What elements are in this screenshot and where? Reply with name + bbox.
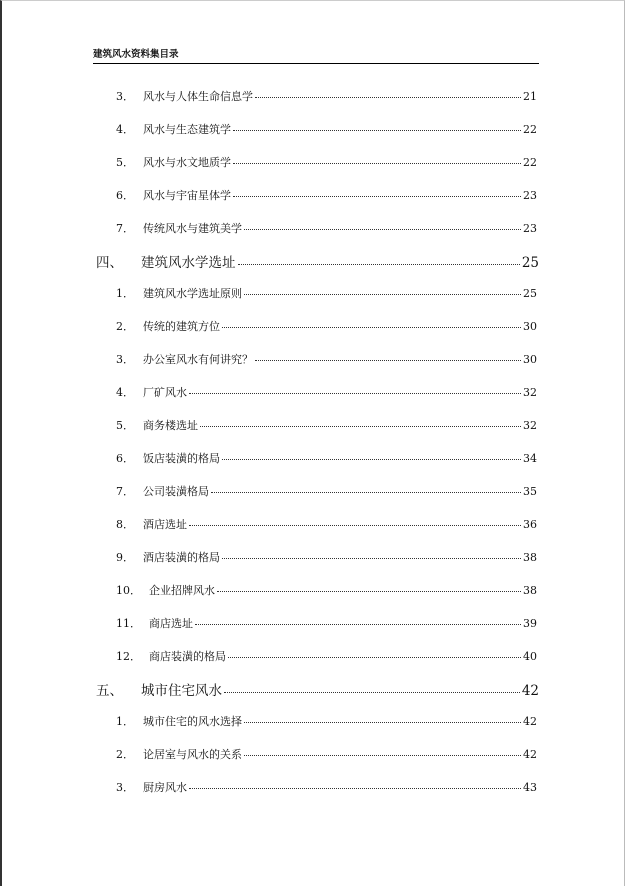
dot-leader bbox=[222, 551, 521, 559]
toc-entry[interactable] bbox=[116, 187, 537, 203]
entry-title: 商店选址 bbox=[149, 617, 193, 630]
dot-leader bbox=[224, 684, 520, 693]
dot-leader bbox=[222, 452, 521, 460]
toc-entry[interactable] bbox=[116, 450, 537, 466]
entry-number: 3． bbox=[116, 90, 134, 103]
toc-entry[interactable] bbox=[116, 746, 537, 762]
entry-number: 10． bbox=[116, 584, 141, 597]
toc-entry[interactable] bbox=[116, 121, 537, 137]
dot-leader bbox=[244, 287, 521, 295]
section-title: 城市住宅风水 bbox=[141, 683, 222, 699]
dot-leader bbox=[255, 90, 521, 98]
page-number: 22 bbox=[523, 123, 537, 136]
entry-title: 厨房风水 bbox=[143, 781, 187, 794]
entry-number: 1． bbox=[116, 287, 134, 300]
toc-entry[interactable] bbox=[116, 220, 537, 236]
entry-number: 6． bbox=[116, 452, 134, 465]
dot-leader bbox=[244, 748, 521, 756]
section-number: 五、 bbox=[96, 683, 123, 699]
page-number: 30 bbox=[523, 320, 537, 333]
entry-title: 城市住宅的风水选择 bbox=[143, 715, 242, 728]
page-number: 25 bbox=[523, 287, 537, 300]
page-number: 42 bbox=[521, 683, 539, 699]
dot-leader bbox=[189, 386, 521, 394]
entry-number: 7． bbox=[116, 222, 134, 235]
dot-leader bbox=[233, 189, 521, 197]
entry-number: 4． bbox=[116, 123, 134, 136]
toc-entry[interactable] bbox=[116, 516, 537, 532]
section-number: 四、 bbox=[96, 255, 123, 271]
page-number: 40 bbox=[523, 650, 537, 663]
entry-title: 建筑风水学选址原则 bbox=[143, 287, 242, 300]
entry-number: 2． bbox=[116, 320, 134, 333]
page-number: 39 bbox=[523, 617, 537, 630]
toc-entry[interactable] bbox=[116, 582, 537, 598]
toc-entry[interactable] bbox=[116, 483, 537, 499]
entry-number: 12． bbox=[116, 650, 141, 663]
page-number: 32 bbox=[523, 386, 537, 399]
dot-leader bbox=[244, 222, 521, 230]
page-number: 30 bbox=[523, 353, 537, 366]
entry-number: 8． bbox=[116, 518, 134, 531]
entry-title: 饭店装潢的格局 bbox=[143, 452, 220, 465]
page-number: 34 bbox=[523, 452, 537, 465]
entry-title: 风水与生态建筑学 bbox=[143, 123, 231, 136]
toc-entry[interactable] bbox=[116, 779, 537, 795]
page-number: 38 bbox=[523, 584, 537, 597]
toc-section[interactable] bbox=[96, 679, 539, 699]
entry-number: 7． bbox=[116, 485, 134, 498]
toc-entry[interactable] bbox=[116, 648, 537, 664]
entry-title: 风水与宇宙星体学 bbox=[143, 189, 231, 202]
entry-title: 传统风水与建筑美学 bbox=[143, 222, 242, 235]
entry-number: 5． bbox=[116, 419, 134, 432]
dot-leader bbox=[228, 650, 521, 658]
dot-leader bbox=[195, 617, 521, 625]
toc-entry[interactable] bbox=[116, 351, 537, 367]
entry-title: 酒店装潢的格局 bbox=[143, 551, 220, 564]
entry-number: 3． bbox=[116, 781, 134, 794]
dot-leader bbox=[255, 353, 521, 361]
toc-entry[interactable] bbox=[116, 713, 537, 729]
entry-number: 3． bbox=[116, 353, 134, 366]
entry-title: 厂矿风水 bbox=[143, 386, 187, 399]
dot-leader bbox=[211, 485, 521, 493]
dot-leader bbox=[233, 123, 521, 131]
page-number: 42 bbox=[523, 748, 537, 761]
dot-leader bbox=[189, 518, 521, 526]
page-number: 42 bbox=[523, 715, 537, 728]
dot-leader bbox=[244, 715, 521, 723]
dot-leader bbox=[217, 584, 521, 592]
dot-leader bbox=[189, 781, 521, 789]
entry-number: 1． bbox=[116, 715, 134, 728]
page-number: 25 bbox=[521, 255, 539, 271]
toc-entry[interactable] bbox=[116, 549, 537, 565]
toc-entry[interactable] bbox=[116, 417, 537, 433]
toc-section[interactable] bbox=[96, 251, 539, 271]
page-number: 23 bbox=[523, 222, 537, 235]
toc-entry[interactable] bbox=[116, 318, 537, 334]
toc-entry[interactable] bbox=[116, 285, 537, 301]
page-number: 32 bbox=[523, 419, 537, 432]
entry-number: 5． bbox=[116, 156, 134, 169]
entry-title: 企业招牌风水 bbox=[149, 584, 215, 597]
entry-number: 4． bbox=[116, 386, 134, 399]
dot-leader bbox=[238, 256, 520, 265]
section-title: 建筑风水学选址 bbox=[141, 255, 236, 271]
entry-title: 商务楼选址 bbox=[143, 419, 198, 432]
toc-entry[interactable] bbox=[116, 384, 537, 400]
entry-title: 办公室风水有何讲究？ bbox=[143, 353, 253, 366]
entry-title: 论居室与风水的关系 bbox=[143, 748, 242, 761]
entry-title: 公司装潢格局 bbox=[143, 485, 209, 498]
page-number: 36 bbox=[523, 518, 537, 531]
page-number: 21 bbox=[523, 90, 537, 103]
page-number: 22 bbox=[523, 156, 537, 169]
entry-title: 传统的建筑方位 bbox=[143, 320, 220, 333]
entry-number: 2． bbox=[116, 748, 134, 761]
dot-leader bbox=[233, 156, 521, 164]
entry-number: 11． bbox=[116, 617, 141, 630]
toc-entry[interactable] bbox=[116, 615, 537, 631]
entry-title: 风水与人体生命信息学 bbox=[143, 90, 253, 103]
toc-entry[interactable] bbox=[116, 88, 537, 104]
page-number: 43 bbox=[523, 781, 537, 794]
entry-title: 酒店选址 bbox=[143, 518, 187, 531]
dot-leader bbox=[222, 320, 521, 328]
page-number: 35 bbox=[523, 485, 537, 498]
dot-leader bbox=[200, 419, 521, 427]
entry-title: 风水与水文地质学 bbox=[143, 156, 231, 169]
entry-number: 6． bbox=[116, 189, 134, 202]
page-number: 38 bbox=[523, 551, 537, 564]
page-number: 23 bbox=[523, 189, 537, 202]
entry-number: 9． bbox=[116, 551, 134, 564]
toc-entry[interactable] bbox=[116, 154, 537, 170]
entry-title: 商店装潢的格局 bbox=[149, 650, 226, 663]
running-header: 建筑风水资料集目录 bbox=[93, 46, 539, 64]
